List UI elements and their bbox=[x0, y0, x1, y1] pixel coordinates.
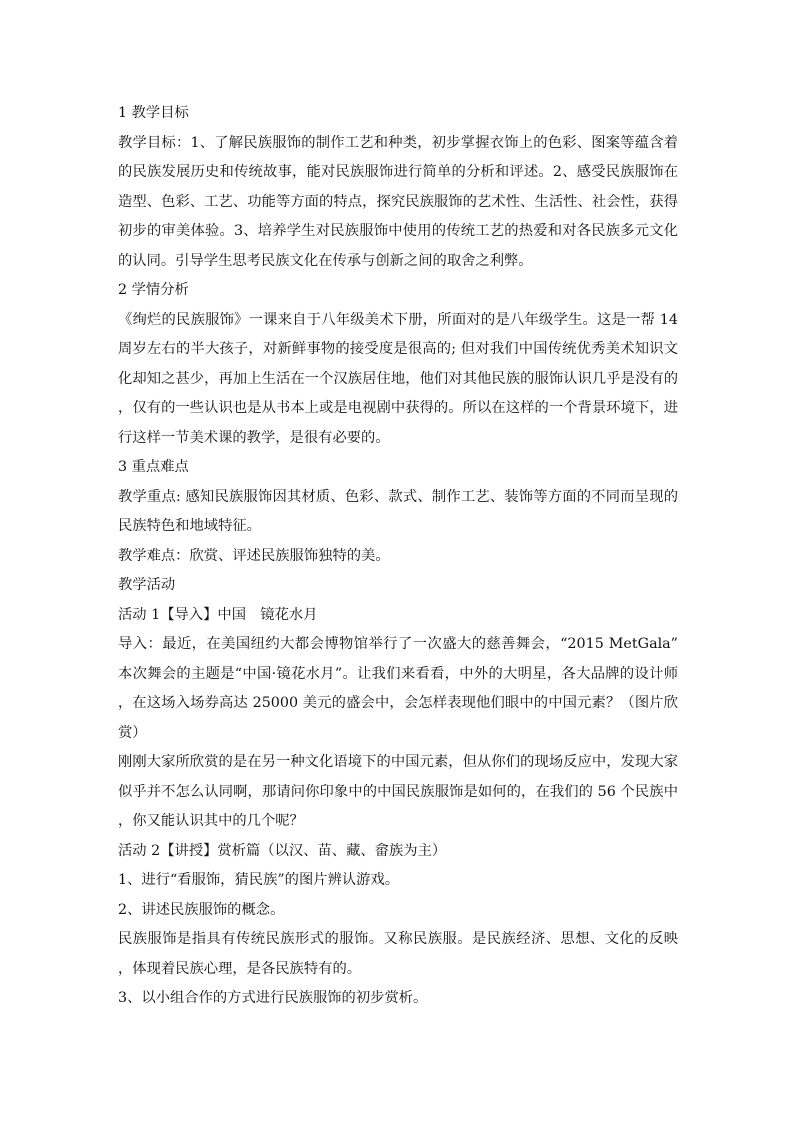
heading-activity-2: 活动 2【讲授】赏析篇（以汉、苗、藏、畲族为主） bbox=[118, 842, 447, 859]
paragraph-difficult-point: 教学难点：欣赏、评述民族服饰独特的美。 bbox=[118, 547, 390, 564]
heading-teaching-goals: 1 教学目标 bbox=[118, 105, 189, 121]
heading-key-points: 3 重点难点 bbox=[118, 459, 189, 475]
paragraph-teaching-goals: 教学目标：1、了解民族服饰的制作工艺和种类，初步掌握衣饰上的色彩、图案等蕴含着的民族发展历史和传统故事，能对民族服饰进行简单的分析和评述。2、感受民族服饰在造型、色彩、工艺、功能等方面的特点，探究民族服饰的艺术性、生活性、社会性，获得初步的审美体验。3、培养学生对民族服饰中使用的传统工艺的热爱和对各民族多元文化的认同。引导学生思考民族文化在传承与创新之间的取舍之利弊。 bbox=[118, 134, 678, 269]
heading-student-analysis: 2 学情分析 bbox=[118, 282, 189, 298]
heading-activity-1: 活动 1【导入】中国 镜花水月 bbox=[118, 606, 318, 623]
list-item-3: 3、以小组合作的方式进行民族服饰的初步赏析。 bbox=[118, 990, 428, 1006]
list-item-1: 1、进行“看服饰，猜民族”的图片辨认游戏。 bbox=[118, 872, 400, 888]
heading-teaching-activities: 教学活动 bbox=[118, 577, 176, 593]
paragraph-reflection: 刚刚大家所欣赏的是在另一种文化语境下的中国元素，但从你们的现场反应中，发现大家似乎并不怎么认同啊，那请问你印象中的中国民族服饰是如何的，在我们的 56 个民族中，你又能认识其中的几个呢？ bbox=[118, 754, 678, 829]
paragraph-introduction: 导入：最近，在美国纽约大都会博物馆举行了一次盛大的慈善舞会，“2015 MetGala”本次舞会的主题是“中国·镜花水月”。让我们来看看，中外的大明星，各大品牌的设计师，在这场入场券高达 25000 美元的盛会中，会怎样表现他们眼中的中国元素？（图片欣赏） bbox=[118, 636, 678, 741]
paragraph-student-analysis: 《绚烂的民族服饰》一课来自于八年级美术下册，所面对的是八年级学生。这是一帮 14 周岁左右的半大孩子，对新鲜事物的接受度是很高的; 但对我们中国传统优秀美术知识文化却知之甚少，再加上生活在一个汉族居住地，他们对其他民族的服饰认识几乎是没有的，仅有的一些认识也是从书本上或是电视剧中获得的。所以在这样的一个背景环境下，进行这样一节美术课的教学，是很有必要的。 bbox=[118, 311, 678, 446]
document-page bbox=[118, 99, 678, 1014]
list-item-2: 2、讲述民族服饰的概念。 bbox=[118, 901, 285, 918]
paragraph-key-point: 教学重点: 感知民族服饰因其材质、色彩、款式、制作工艺、装饰等方面的不同而呈现的民族特色和地域特征。 bbox=[118, 488, 678, 534]
paragraph-definition: 民族服饰是指具有传统民族形式的服饰。又称民族服。是民族经济、思想、文化的反映 ，体现着民族心理，是各民族特有的。 bbox=[118, 931, 678, 977]
